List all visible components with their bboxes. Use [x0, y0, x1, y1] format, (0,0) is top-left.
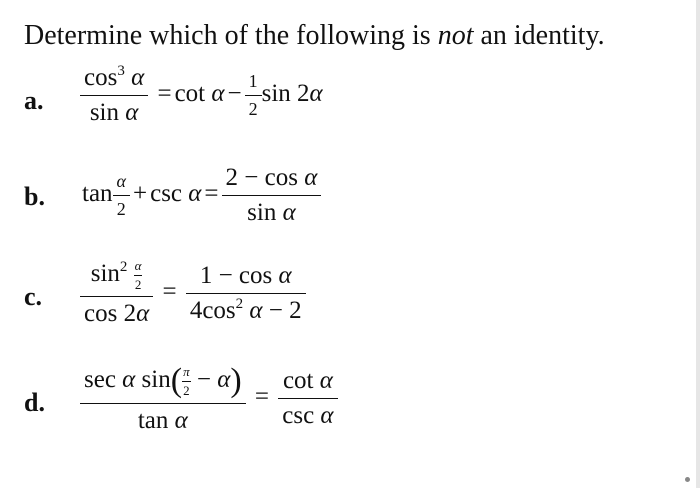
fraction: $\frac{\text{2 − cos α}}{\text{sin α}}$: [222, 164, 322, 227]
option-a-equation: $\frac{\cos^3 \alpha}{\text{sin α}}$ = cot α − $\frac{1}{2}$ sin 2α: [80, 64, 323, 127]
fraction: $\frac{1}{2}$: [245, 71, 262, 120]
fraction: $\frac{\text{1 − cos α}}{4\cos^2 \alpha - 2}$: [186, 262, 306, 325]
option-c-label: c.: [24, 282, 43, 311]
question-title: Determine which of the following is not an identity.: [24, 20, 605, 51]
option-c-equation: $\sin^2$ $\frac{\alpha}{2}$ cos 2α = $\frac{\text{1 − cos α}}{4\cos^2 \alpha - 2}$: [80, 258, 306, 328]
fraction: sec α sin( $\frac{\pi}{2}$ − α) tan α: [80, 362, 246, 435]
option-d-label: d.: [24, 388, 45, 417]
fraction: $\frac{\text{cot α}}{\text{csc α}}$: [278, 367, 337, 430]
option-b-equation: tan $\frac{\alpha}{2}$ + csc α = $\frac{\text{2 − cos α}}{\text{sin α}}$: [82, 164, 321, 227]
option-b-label: b.: [24, 182, 45, 211]
fraction: $\frac{\cos^3 \alpha}{\text{sin α}}$: [80, 64, 148, 127]
option-a-label: a.: [24, 86, 44, 115]
emphasis-not: not: [437, 20, 474, 51]
right-edge: [696, 0, 700, 488]
fraction: $\frac{\alpha}{2}$: [113, 171, 130, 220]
fraction: $\sin^2$ $\frac{\alpha}{2}$ cos 2α: [80, 258, 153, 328]
corner-dot: [685, 477, 690, 482]
option-d-equation: sec α sin( $\frac{\pi}{2}$ − α) tan α = $\frac{\text{cot α}}{\text{csc α}}$: [80, 362, 338, 435]
